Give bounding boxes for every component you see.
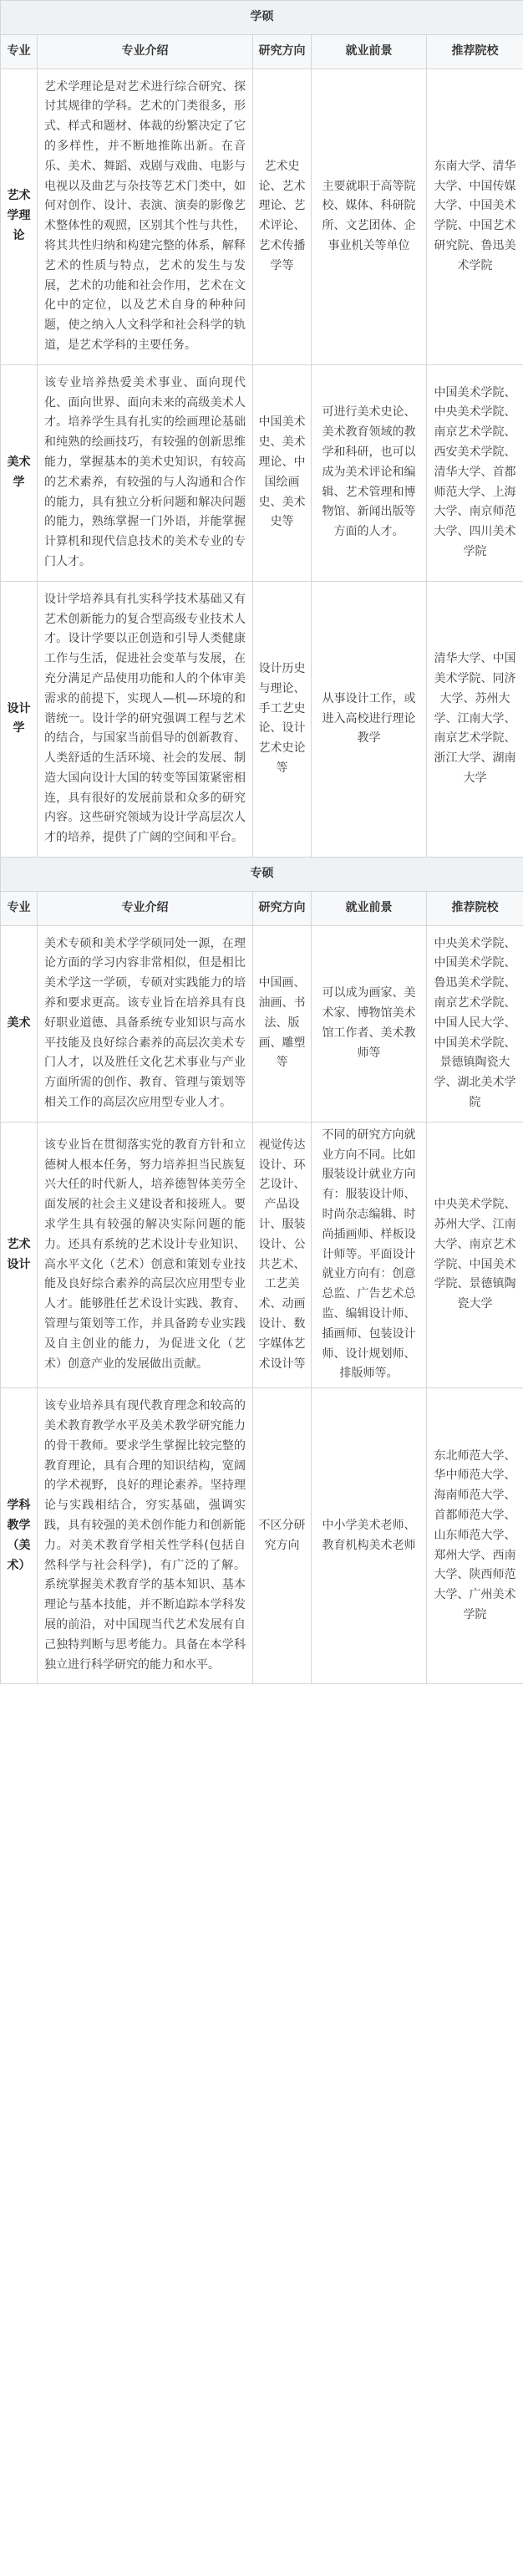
schools-cell: 东南大学、清华大学、中国传媒大学、中国美术学院、中国艺术研究院、鲁迅美术学院	[427, 69, 523, 364]
table-row	[1, 69, 523, 364]
column-header: 研究方向	[253, 34, 312, 69]
prospect-cell: 从事设计工作，或进入高校进行理论教学	[312, 581, 427, 857]
header-row	[1, 891, 523, 925]
column-header: 专业	[1, 34, 38, 69]
schools-cell: 东北师范大学、华中师范大学、海南师范大学、首都师范大学、山东师范大学、郑州大学、西南大学、陕西师范大学、广州美术学院	[427, 1388, 523, 1684]
prospect-cell: 中小学美术老师、教育机构美术老师	[312, 1388, 427, 1684]
table-row	[1, 364, 523, 581]
schools-cell: 清华大学、中国美术学院、同济大学、苏州大学、江南大学、南京艺术学院、浙江大学、湖南大学	[427, 581, 523, 857]
major-cell: 艺术设计	[1, 1122, 38, 1387]
header-row	[1, 34, 523, 69]
column-header: 专业介绍	[38, 34, 253, 69]
major-cell: 艺术学理论	[1, 69, 38, 364]
prospect-cell: 可以成为画家、美术家、博物馆美术馆工作者、美术教师等	[312, 925, 427, 1122]
table-body	[1, 1, 523, 1684]
section-title: 专硕	[1, 858, 523, 892]
table-row	[1, 581, 523, 857]
direction-cell: 中国美术史、美术理论、中国绘画史、美术史等	[253, 364, 312, 581]
column-header: 就业前景	[312, 891, 427, 925]
schools-cell: 中央美术学院、苏州大学、江南大学、南京艺术学院、中国美术学院、景德镇陶瓷大学	[427, 1122, 523, 1387]
major-cell: 学科教学（美术）	[1, 1388, 38, 1684]
prospect-cell: 主要就职于高等院校、媒体、科研院所、文艺团体、企事业机关等单位	[312, 69, 427, 364]
direction-cell: 设计历史与理论、手工艺史论、设计艺术史论等	[253, 581, 312, 857]
column-header: 专业	[1, 891, 38, 925]
direction-cell: 视觉传达设计、环艺设计、产品设计、服装设计、公共艺术、工艺美术、动画设计、数字媒体艺术设计等	[253, 1122, 312, 1387]
table-row	[1, 1122, 523, 1387]
section-title-row	[1, 858, 523, 892]
intro-cell: 该专业培养具有现代教育理念和较高的美术教育教学水平及美术教学研究能力的骨干教师。要求学生掌握比较完整的教育理论，具有合理的知识结构，宽阔的学术视野，良好的理论素养。坚持理论与实践相结合，穷实基础，强调实践，具有较强的美术创作能力和创新能力。对美术教育学相关性学科(包括自然科学与社会科学)，有广泛的了解。系统掌握美术教育学的基本知识、基本理论与基本技能，并不断追踪本学科发展的前沿，对中国现当代艺术发展有自己独特判断与思考能力。具备在本学科独立进行科学研究的能力和水平。	[38, 1388, 253, 1684]
column-header: 研究方向	[253, 891, 312, 925]
direction-cell: 中国画、油画、书法、版画、雕塑等	[253, 925, 312, 1122]
column-header: 就业前景	[312, 34, 427, 69]
intro-cell: 该专业旨在贯彻落实党的教育方针和立德树人根本任务，努力培养担当民族复兴大任的时代新人，培养德智体美劳全面发展的社会主义建设者和接班人。要求学生具有较强的解决实际问题的能力。还具有系统的艺术设计专业知识、高水平文化（艺术）创意和策划专业技能及良好综合素养的高层次应用型专业人才。能够胜任艺术设计实践、教育、管理与策划等工作，并具备跨专业实践及自主创业的能力，为促进文化（艺术）创意产业的发展做出贡献。	[38, 1122, 253, 1387]
intro-cell: 该专业培养热爱美术事业、面向现代化、面向世界、面向未来的高级美术人才。培养学生具有扎实的绘画理论基础和纯熟的绘画技巧，有较强的创新思维能力，掌握基本的美术史知识，有较高的艺术素养，有较强的与人沟通和合作的能力，具有独立分析问题和解决问题的能力，熟练掌握一门外语，并能掌握计算机和现代信息技术的美术专业的专门人才。	[38, 364, 253, 581]
prospect-cell: 不同的研究方向就业方向不同。比如服装设计就业方向有：服装设计师、时尚杂志编辑、时尚插画师、样板设计师等。平面设计就业方向有：创意总监、广告艺术总监、编辑设计师、插画师、包装设计师、设计规划师、排版师等。	[312, 1122, 427, 1387]
table-row	[1, 925, 523, 1122]
major-cell: 美术学	[1, 364, 38, 581]
intro-cell: 美术专硕和美术学学硕同处一源，在理论方面的学习内容非常相似，但是相比美术学这一学硕，专硕对实践能力的培养和要求更高。该专业旨在培养具有良好职业道德、具备系统专业知识与高水平技能及良好综合素养的高层次美术专门人才，以及胜任文化艺术事业与产业方面所需的创作、教育、管理与策划等相关工作的高层次应用型专业人才。	[38, 925, 253, 1122]
major-cell: 美术	[1, 925, 38, 1122]
schools-cell: 中央美术学院、中国美术学院、鲁迅美术学院、南京艺术学院、中国人民大学、中国美术学院、景德镇陶瓷大学、湖北美术学院	[427, 925, 523, 1122]
prospect-cell: 可进行美术史论、美术教育领域的教学和科研，也可以成为美术评论和编辑、艺术管理和博物馆、新闻出版等方面的人才。	[312, 364, 427, 581]
column-header: 推荐院校	[427, 34, 523, 69]
direction-cell: 艺术史论、艺术理论、艺术评论、艺术传播学等	[253, 69, 312, 364]
direction-cell: 不区分研究方向	[253, 1388, 312, 1684]
table-row	[1, 1388, 523, 1684]
column-header: 专业介绍	[38, 891, 253, 925]
major-cell: 设计学	[1, 581, 38, 857]
intro-cell: 设计学培养具有扎实科学技术基础又有艺术创新能力的复合型高级专业技术人才。设计学要以正创造和引导人类健康工作与生活，促进社会变革与发展，在充分满足产品使用功能和人的个体审美需求的前提下，实现人—机—环境的和谐统一。设计学的研究强调工程与艺术的结合，与国家当前倡导的创新教育、人类舒适的生活环境、社会的发展、制造大国向设计大国的转变等国策紧密相连，具有很好的发展前景和众多的研究内容。这些研究领域为设计学高层次人才的培养，提供了广阔的空间和平台。	[38, 581, 253, 857]
section-title-row	[1, 1, 523, 35]
column-header: 推荐院校	[427, 891, 523, 925]
section-title: 学硕	[1, 1, 523, 35]
intro-cell: 艺术学理论是对艺术进行综合研究、探讨其规律的学科。艺术的门类很多，形式、样式和题材、体裁的纷繁决定了它的多样性，并不断地推陈出新。在音乐、美术、舞蹈、戏剧与戏曲、电影与电视以及曲艺与杂技等艺术门类中，如何对创作、设计、表演、演奏的影像艺术整体性的观照，区别其个性与共性，将其共性归纳和构建完整的体系，解释艺术的性质与特点，艺术的发生与发展，艺术的功能和社会作用，艺术在文化中的定位，以及艺术自身的种种问题，使之纳入人文科学和社会科学的轨道，是艺术学科的主要任务。	[38, 69, 253, 364]
schools-cell: 中国美术学院、中央美术学院、南京艺术学院、西安美术学院、清华大学、首都师范大学、上海大学、南京师范大学、四川美术学院	[427, 364, 523, 581]
